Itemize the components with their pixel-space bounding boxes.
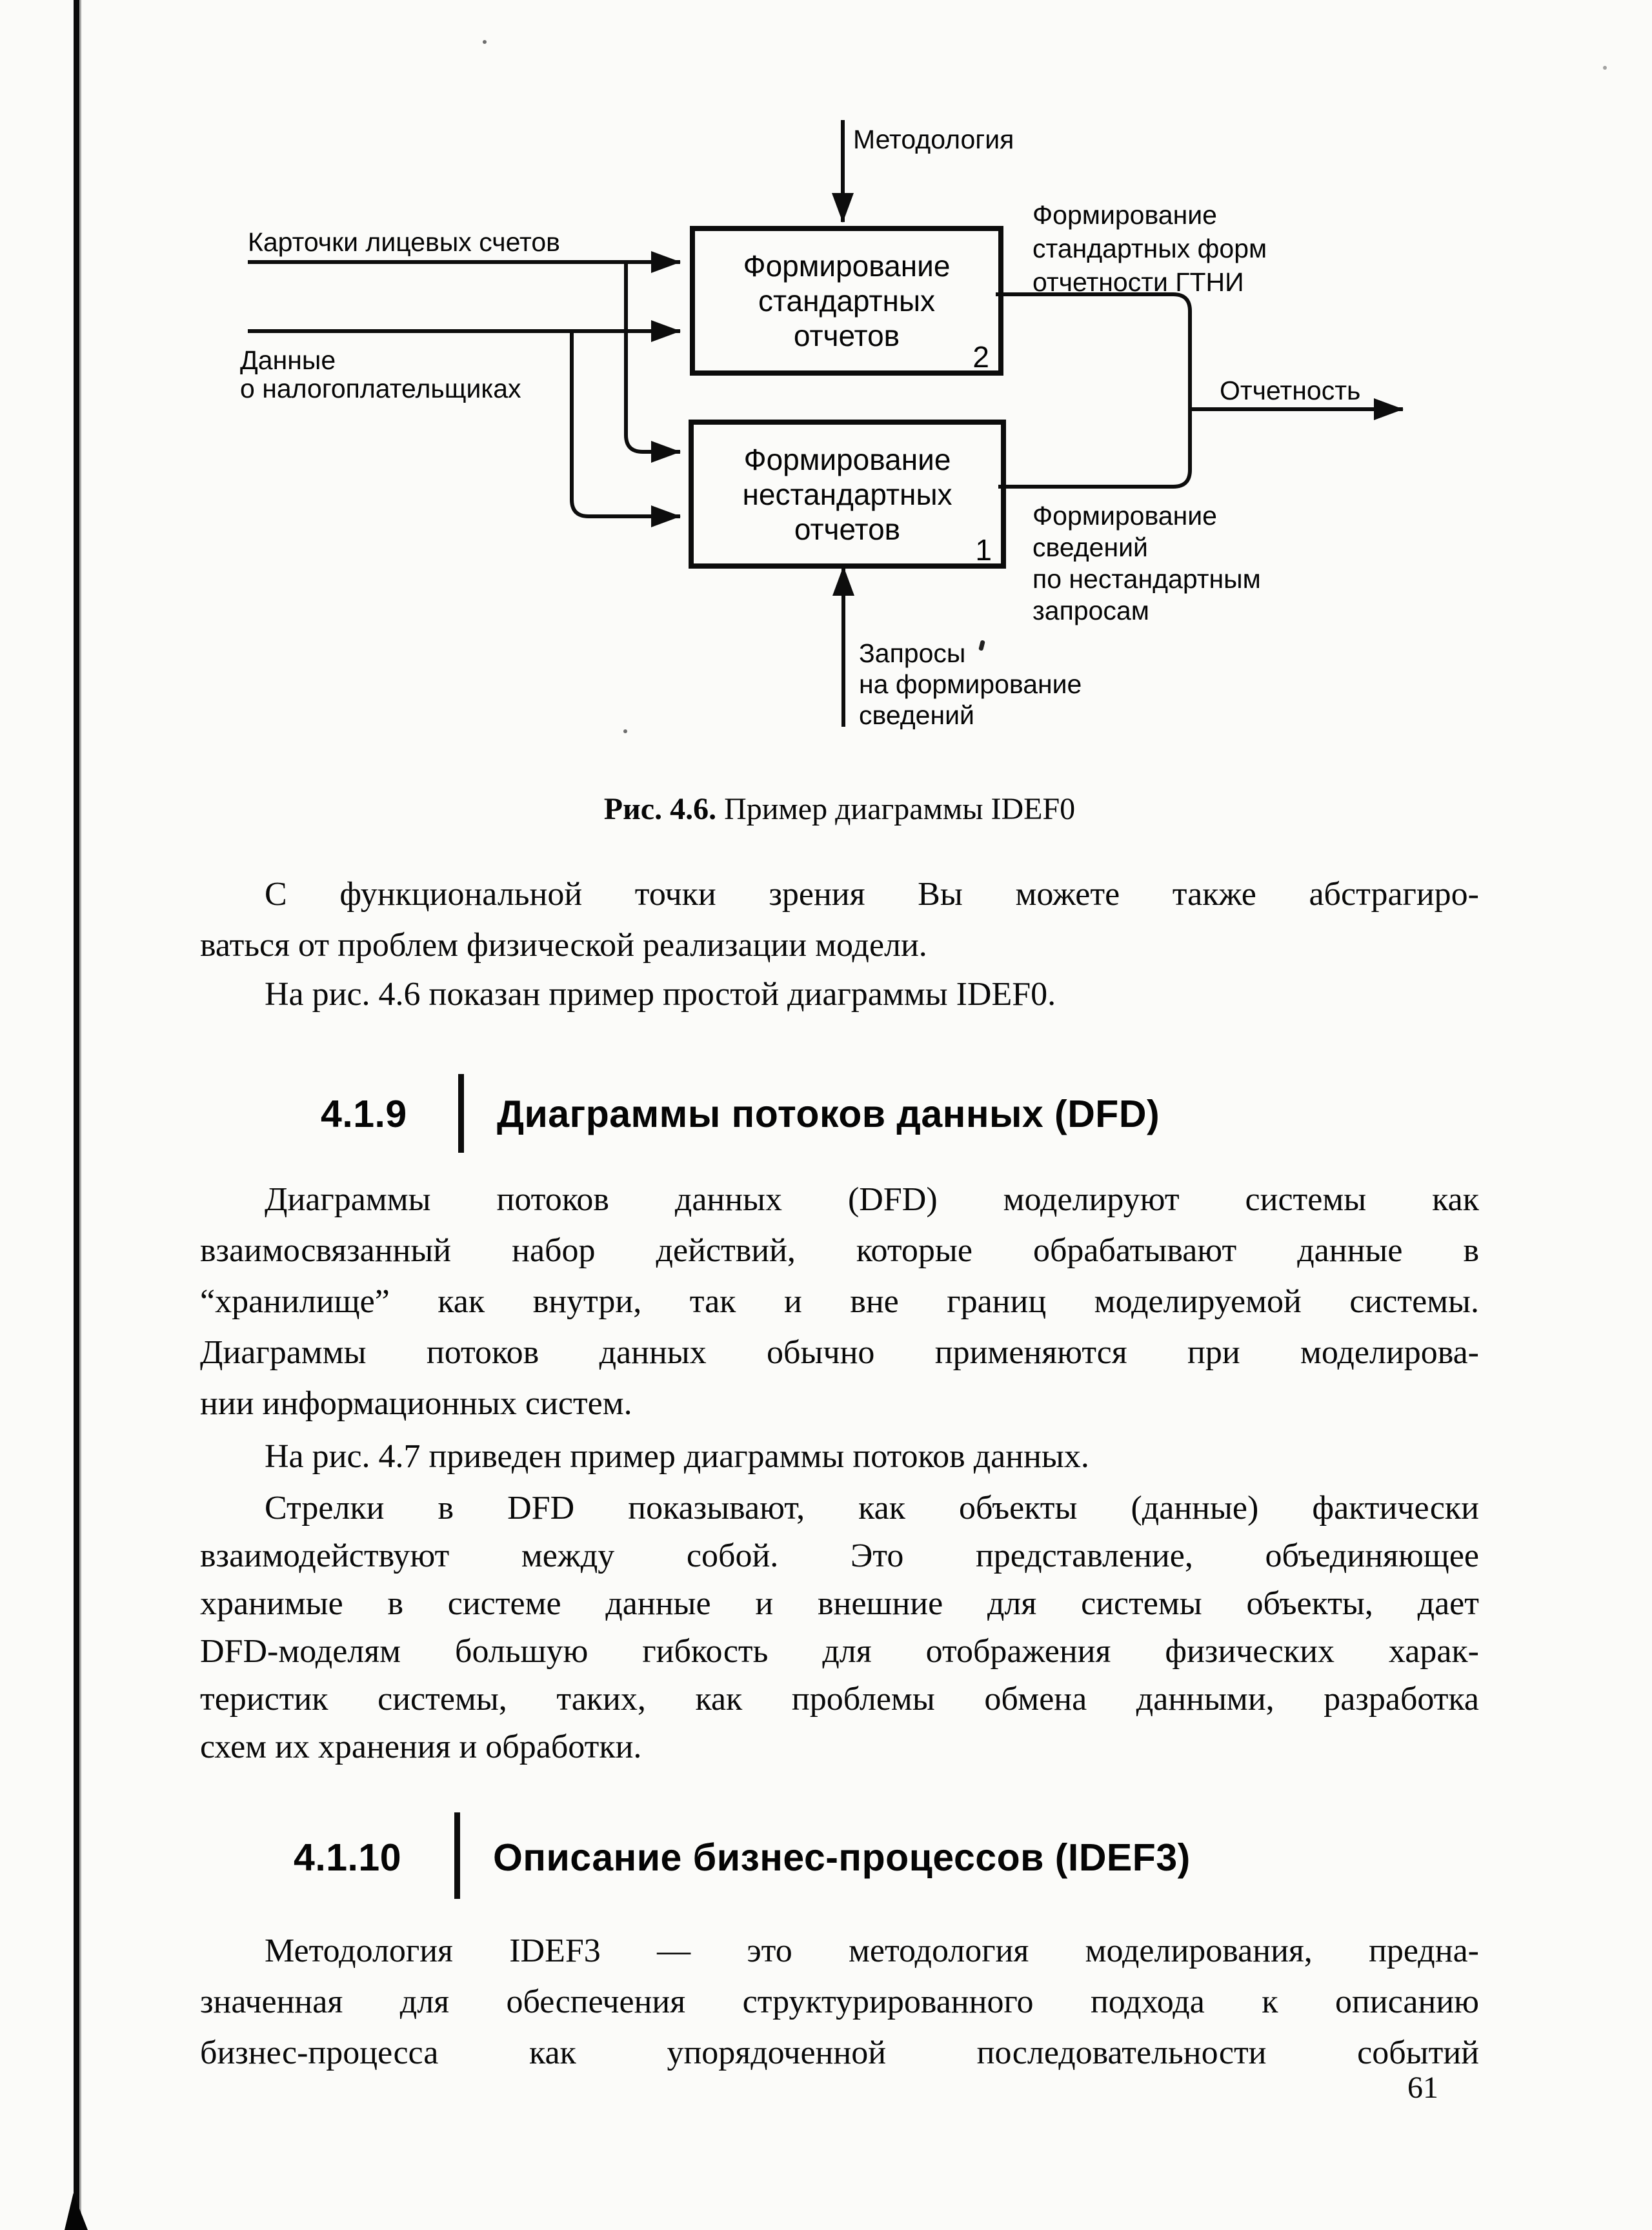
text-line: На рис. 4.7 приведен пример диаграммы потоков данных. xyxy=(265,1438,1089,1475)
label-taxpayer-data xyxy=(240,346,521,403)
text-line: Методология IDEF3 — это методология моделирования, предна- xyxy=(265,1932,1479,1969)
label-line: запросам xyxy=(1032,596,1149,625)
label-nonstandard-info xyxy=(1032,500,1261,627)
text-line: бизнес-процесса как упорядоченной последовательности событий xyxy=(200,2034,1479,2071)
label-requests xyxy=(859,638,1082,731)
label-reporting: Отчетность xyxy=(1220,376,1361,405)
text-line: Диаграммы потоков данных обычно применяются при моделирова- xyxy=(200,1334,1479,1371)
text-line: Диаграммы потоков данных (DFD) моделируют системы как xyxy=(265,1181,1479,1218)
input-arrow-cards-box2 xyxy=(626,262,680,452)
output-line-box1 xyxy=(996,294,1190,409)
label-line: Формирование xyxy=(1032,200,1217,230)
text-line: теристик системы, таких, как проблемы обмена данными, разработка xyxy=(200,1681,1479,1718)
label-line: Формирование xyxy=(1032,501,1217,531)
function-box-standard-reports xyxy=(690,226,1003,376)
section-number-4110: 4.1.10 xyxy=(294,1836,402,1879)
text-line: хранимые в системе данные и внешние для системы объекты, дает xyxy=(200,1585,1479,1622)
function-box-nonstandard-reports xyxy=(689,420,1006,569)
label-line: стандартных форм xyxy=(1032,234,1267,263)
page-number: 61 xyxy=(1407,2071,1438,2105)
label-line: по нестандартным xyxy=(1032,564,1261,594)
label-line: Данные xyxy=(240,345,336,375)
label-line: отчетности ГТНИ xyxy=(1032,267,1244,297)
text-line: значенная для обеспечения структурированного подхода к описанию xyxy=(200,1983,1479,2020)
label-standard-forms xyxy=(1032,198,1267,299)
label-line: на формирование xyxy=(859,669,1082,699)
box-label-line: стандартных xyxy=(758,284,936,318)
output-line-box2 xyxy=(998,409,1190,487)
box-number: 2 xyxy=(972,340,989,374)
box-label-line: Формирование xyxy=(743,249,951,283)
paragraph-fig46-reference xyxy=(200,969,1479,1020)
paragraph-fig47-reference xyxy=(200,1431,1479,1482)
section-title-idef3: Описание бизнес-процессов (IDEF3) xyxy=(493,1836,1191,1879)
paragraph-idef3-intro xyxy=(200,1925,1479,2078)
box-label-line: нестандартных xyxy=(742,477,952,511)
box-label-line: отчетов xyxy=(793,319,900,352)
label-line: Запросы xyxy=(859,638,966,668)
label-methodology: Методология xyxy=(853,125,1014,154)
section-title-dfd: Диаграммы потоков данных (DFD) xyxy=(497,1093,1160,1135)
paragraph-dfd-arrows xyxy=(200,1485,1479,1771)
text-line: ваться от проблем физической реализации модели. xyxy=(200,927,927,964)
box-label-line: отчетов xyxy=(794,512,901,546)
text-line: “хранилище” как внутри, так и вне границ моделируемой системы. xyxy=(200,1283,1479,1320)
box-number: 1 xyxy=(975,533,992,567)
label-line: о налогоплательщиках xyxy=(240,374,521,403)
paragraph-functional-view xyxy=(200,869,1479,971)
figure-caption xyxy=(200,789,1479,829)
text-line: С функциональной точки зрения Вы можете также абстрагиро- xyxy=(265,876,1479,913)
paragraph-dfd-intro xyxy=(200,1174,1479,1429)
figure-caption-text: Пример диаграммы IDEF0 xyxy=(716,792,1076,826)
text-line: взаимосвязанный набор действий, которые обрабатывают данные в xyxy=(200,1232,1479,1269)
label-line: сведений xyxy=(859,700,974,730)
figure-caption-number: Рис. 4.6. xyxy=(603,792,717,826)
heading-divider-bar xyxy=(454,1812,460,1899)
text-line: схем их хранения и обработки. xyxy=(200,1728,642,1765)
text-line: Стрелки в DFD показывают, как объекты (данные) фактически xyxy=(265,1490,1479,1526)
text-line: DFD-моделям большую гибкость для отображения физических харак- xyxy=(200,1633,1479,1670)
heading-divider-bar xyxy=(458,1074,464,1153)
section-number-419: 4.1.9 xyxy=(321,1093,407,1135)
text-line: взаимодействуют между собой. Это представление, объединяющее xyxy=(200,1537,1479,1574)
text-line: На рис. 4.6 показан пример простой диаграммы IDEF0. xyxy=(265,976,1056,1013)
label-line: сведений xyxy=(1032,532,1148,562)
text-line: нии информационных систем. xyxy=(200,1385,632,1422)
box-label-line: Формирование xyxy=(743,442,951,476)
label-cards: Карточки лицевых счетов xyxy=(248,227,560,257)
